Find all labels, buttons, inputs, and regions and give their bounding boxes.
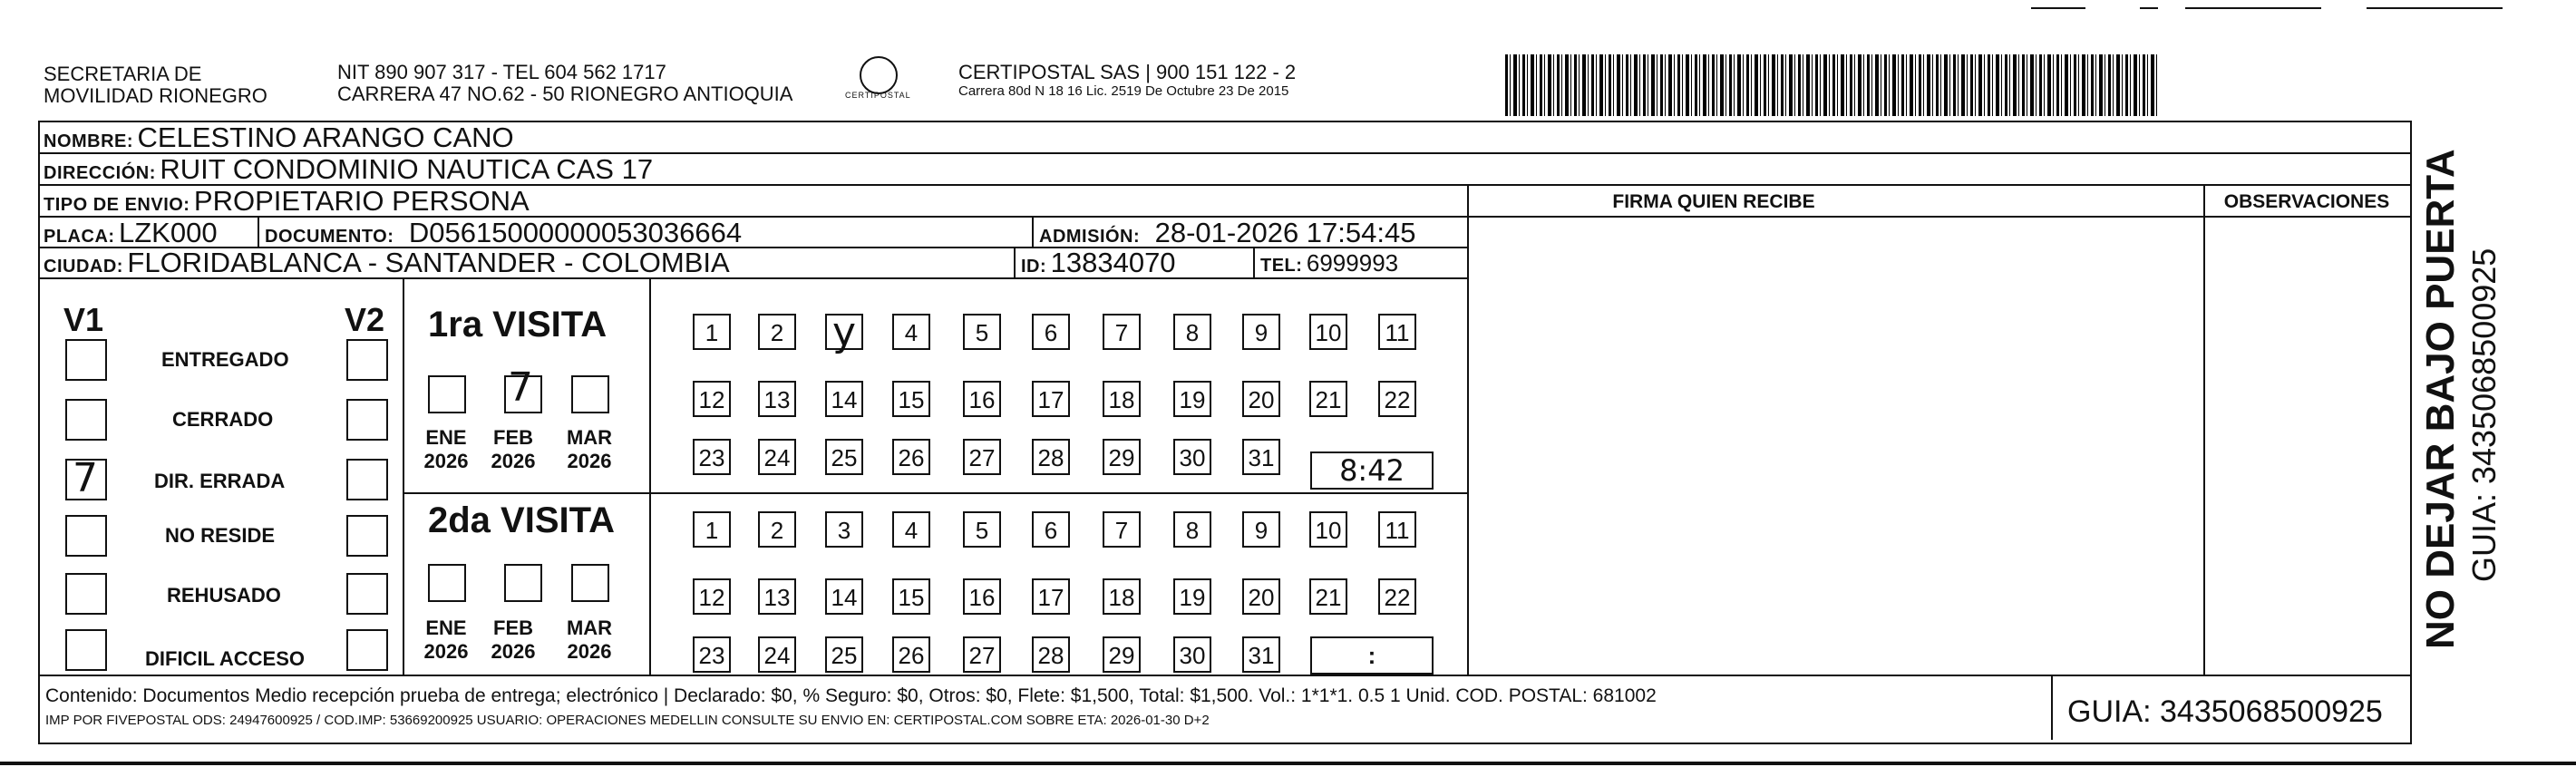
v2-checkbox-dir-errada[interactable] [346, 459, 388, 500]
v2-checkbox-rehusado[interactable] [346, 573, 388, 615]
second-visit-day-13[interactable]: 13 [758, 578, 796, 615]
status-dir-errada: DIR. ERRADA [154, 470, 286, 492]
year: 2026 [567, 640, 612, 663]
address-line: CARRERA 47 NO.62 - 50 RIONEGRO ANTIOQUIA [337, 83, 793, 105]
first-visit-day-16[interactable]: 16 [963, 381, 1001, 417]
nit-line: NIT 890 907 317 - TEL 604 562 1717 [337, 61, 666, 83]
first-visit-day-5[interactable]: 5 [963, 314, 1001, 350]
first-visit-label-ene [419, 426, 473, 473]
status-divider [403, 277, 404, 675]
first-visit-day-25[interactable]: 25 [825, 439, 863, 475]
org-contact [337, 62, 792, 105]
top-rule [2367, 7, 2503, 9]
second-visit-day-16[interactable]: 16 [963, 578, 1001, 615]
org-name [44, 63, 267, 107]
month-ene: ENE [425, 617, 467, 639]
first-visit-title: 1ra VISITA [428, 305, 608, 345]
v1-checkbox-entregado[interactable] [65, 339, 107, 381]
first-visit-day-14[interactable]: 14 [825, 381, 863, 417]
admision-label: ADMISIÓN: [1039, 227, 1141, 247]
second-visit-day-23[interactable]: 23 [693, 636, 731, 673]
second-visit-day-3[interactable]: 3 [825, 511, 863, 548]
month-ene: ENE [425, 426, 467, 449]
second-visit-day-22[interactable]: 22 [1378, 578, 1416, 615]
first-visit-day-3[interactable] [825, 309, 863, 355]
first-visit-day-1[interactable]: 1 [693, 314, 731, 350]
documento-label: DOCUMENTO: [265, 227, 394, 247]
month-mar: MAR [566, 617, 613, 639]
v1-checkbox-cerrado[interactable] [65, 399, 107, 441]
top-rule [2140, 7, 2158, 9]
first-visit-day-20[interactable]: 20 [1242, 381, 1280, 417]
second-visit-month-mar[interactable] [571, 564, 609, 602]
footer-divider [38, 675, 2412, 676]
tel-value: 6999993 [1306, 249, 1399, 277]
cell-divider [258, 218, 259, 247]
first-visit-day-30[interactable]: 30 [1173, 439, 1211, 475]
tipo-row [44, 185, 530, 215]
footer-line2: IMP POR FIVEPOSTAL ODS: 24947600925 / COD.IMP: 53669200925 USUARIO: OPERACIONES MEDELLIN CONSULTE SU ENVIO EN: CERTIPOSTAL.COM SOBRE ETA: 2026-01-30 D+2 [45, 713, 1210, 728]
second-visit-day-27[interactable]: 27 [963, 636, 1001, 673]
second-visit-day-7[interactable]: 7 [1103, 511, 1141, 548]
first-visit-day-11[interactable]: 11 [1378, 314, 1416, 350]
second-visit-label-feb [486, 617, 540, 664]
first-visit-day-21[interactable]: 21 [1309, 381, 1347, 417]
month-feb: FEB [493, 617, 533, 639]
footer-guia: GUIA: 3435068500925 [2067, 694, 2383, 729]
first-visit-day-27[interactable]: 27 [963, 439, 1001, 475]
placa-label: PLACA: [44, 227, 115, 247]
documento-value: D05615000000053036664 [408, 217, 743, 248]
cell-divider [1253, 248, 1255, 277]
v1-checkbox-no-reside[interactable] [65, 515, 107, 557]
second-visit-month-feb[interactable] [504, 564, 542, 602]
v2-checkbox-cerrado[interactable] [346, 399, 388, 441]
id-value: 13834070 [1050, 247, 1176, 278]
first-visit-day-23[interactable]: 23 [693, 439, 731, 475]
v1-checkbox-rehusado[interactable] [65, 573, 107, 615]
license-line: Carrera 80d N 18 16 Lic. 2519 De Octubre 23 De 2015 [958, 83, 1289, 99]
first-visit-day-9[interactable]: 9 [1242, 314, 1280, 350]
second-visit-day-1[interactable]: 1 [693, 511, 731, 548]
second-visit-day-31[interactable]: 31 [1242, 636, 1280, 673]
first-visit-day-mark: y [831, 309, 857, 355]
status-entregado: ENTREGADO [161, 348, 289, 371]
tel-label: TEL: [1260, 256, 1303, 276]
status-no-reside: NO RESIDE [165, 524, 276, 547]
second-visit-day-21[interactable]: 21 [1309, 578, 1347, 615]
v2-checkbox-entregado[interactable] [346, 339, 388, 381]
ciudad-label: CIUDAD: [44, 257, 123, 277]
first-visit-day-13[interactable]: 13 [758, 381, 796, 417]
second-visit-day-4[interactable]: 4 [892, 511, 930, 548]
year: 2026 [423, 450, 469, 472]
status-cerrado: CERRADO [172, 408, 274, 431]
first-visit-day-28[interactable]: 28 [1032, 439, 1070, 475]
first-visit-day-2[interactable]: 2 [758, 314, 796, 350]
first-visit-label-feb [486, 426, 540, 473]
first-visit-day-22[interactable]: 22 [1378, 381, 1416, 417]
second-visit-day-9[interactable]: 9 [1242, 511, 1280, 548]
observaciones-column-line [2203, 185, 2205, 675]
second-visit-day-14[interactable]: 14 [825, 578, 863, 615]
v1-label: V1 [63, 301, 104, 338]
direccion-value: RUIT CONDOMINIO NAUTICA CAS 17 [160, 153, 654, 185]
company-info [958, 62, 1296, 100]
first-visit-day-18[interactable]: 18 [1103, 381, 1141, 417]
nombre-label: NOMBRE: [44, 131, 134, 151]
first-visit-day-24[interactable]: 24 [758, 439, 796, 475]
second-visit-day-10[interactable]: 10 [1309, 511, 1347, 548]
second-visit-day-6[interactable]: 6 [1032, 511, 1070, 548]
direccion-label: DIRECCIÓN: [44, 163, 156, 183]
second-visit-day-17[interactable]: 17 [1032, 578, 1070, 615]
first-visit-feb-mark: 7 [508, 364, 533, 411]
month-feb: FEB [493, 426, 533, 449]
admision-value: 28-01-2026 17:54:45 [1154, 217, 1416, 248]
months-divider [649, 277, 651, 675]
status-rehusado: REHUSADO [167, 584, 281, 607]
second-visit-day-2[interactable]: 2 [758, 511, 796, 548]
cell-divider [1014, 248, 1016, 277]
top-rule [2031, 7, 2085, 9]
v1-dir-errada-mark: 7 [73, 455, 98, 501]
status-dificil-acceso: DIFICIL ACCESO [145, 647, 306, 670]
first-visit-day-17[interactable]: 17 [1032, 381, 1070, 417]
first-visit-day-31[interactable]: 31 [1242, 439, 1280, 475]
ciudad-value: FLORIDABLANCA - SANTANDER - COLOMBIA [127, 247, 730, 278]
second-visit-label-mar [562, 617, 617, 664]
side-warning: NO DEJAR BAJO PUERTA [2418, 149, 2463, 649]
firma-column-line [1467, 185, 1469, 675]
year: 2026 [491, 640, 536, 663]
nombre-value: CELESTINO ARANGO CANO [137, 121, 514, 153]
org-line2: MOVILIDAD RIONEGRO [44, 84, 267, 107]
month-mar: MAR [566, 426, 613, 449]
row-divider [38, 277, 1467, 279]
tipo-label: TIPO DE ENVIO: [44, 195, 190, 215]
visit-divider [403, 492, 1467, 494]
second-visit-day-26[interactable]: 26 [892, 636, 930, 673]
org-line1: SECRETARIA DE [44, 63, 202, 85]
first-visit-day-19[interactable]: 19 [1173, 381, 1211, 417]
second-visit-day-18[interactable]: 18 [1103, 578, 1141, 615]
second-visit-day-29[interactable]: 29 [1103, 636, 1141, 673]
v2-label: V2 [345, 301, 385, 338]
placa-value: LZK000 [119, 217, 218, 248]
company-line: CERTIPOSTAL SAS | 900 151 122 - 2 [958, 61, 1297, 83]
observaciones-label: OBSERVACIONES [2223, 191, 2390, 212]
tipo-value: PROPIETARIO PERSONA [193, 185, 530, 217]
cell-divider [1032, 218, 1034, 247]
year: 2026 [491, 450, 536, 472]
nombre-row [44, 121, 514, 151]
second-visit-day-19[interactable]: 19 [1173, 578, 1211, 615]
firma-label: FIRMA QUIEN RECIBE [1612, 191, 1815, 212]
first-visit-day-7[interactable]: 7 [1103, 314, 1141, 350]
first-visit-day-6[interactable]: 6 [1032, 314, 1070, 350]
direccion-row [44, 153, 653, 183]
second-visit-day-28[interactable]: 28 [1032, 636, 1070, 673]
first-visit-label-mar [562, 426, 617, 473]
footer-line1: Contenido: Documentos Medio recepción prueba de entrega; electrónico | Declarado: $0, % Seguro: $0, Otros: $0, Flete: $1,500, Total: $1,500. Vol.: 1*1*1. 0.5 1 Unid. COD. POSTAL: 681002 [45, 685, 1657, 706]
first-visit-time[interactable]: 8:42 [1310, 451, 1434, 490]
second-visit-month-ene[interactable] [428, 564, 466, 602]
second-visit-day-5[interactable]: 5 [963, 511, 1001, 548]
footer-guia-divider [2051, 675, 2053, 740]
id-label: ID: [1021, 257, 1047, 277]
second-visit-day-24[interactable]: 24 [758, 636, 796, 673]
first-visit-day-12[interactable]: 12 [693, 381, 731, 417]
second-visit-day-12[interactable]: 12 [693, 578, 731, 615]
second-visit-day-11[interactable]: 11 [1378, 511, 1416, 548]
first-visit-day-4[interactable]: 4 [892, 314, 930, 350]
second-visit-title: 2da VISITA [428, 500, 615, 540]
first-visit-day-26[interactable]: 26 [892, 439, 930, 475]
first-visit-day-29[interactable]: 29 [1103, 439, 1141, 475]
second-visit-time[interactable]: : [1310, 636, 1434, 675]
bottom-rule [0, 762, 2576, 765]
year: 2026 [567, 450, 612, 472]
logo-text: CERTIPOSTAL [845, 91, 911, 100]
second-visit-day-8[interactable]: 8 [1173, 511, 1211, 548]
second-visit-label-ene [419, 617, 473, 664]
second-visit-day-15[interactable]: 15 [892, 578, 930, 615]
side-guia: GUIA: 3435068500925 [2465, 248, 2503, 582]
first-visit-day-15[interactable]: 15 [892, 381, 930, 417]
v2-checkbox-dificil-acceso[interactable] [346, 629, 388, 671]
top-rule [2185, 7, 2321, 9]
second-visit-day-25[interactable]: 25 [825, 636, 863, 673]
v1-checkbox-dificil-acceso[interactable] [65, 629, 107, 671]
certipostal-logo-icon [860, 56, 898, 94]
first-visit-month-mar[interactable] [571, 375, 609, 413]
second-visit-day-20[interactable]: 20 [1242, 578, 1280, 615]
first-visit-day-10[interactable]: 10 [1309, 314, 1347, 350]
v2-checkbox-no-reside[interactable] [346, 515, 388, 557]
second-visit-day-30[interactable]: 30 [1173, 636, 1211, 673]
year: 2026 [423, 640, 469, 663]
first-visit-day-8[interactable]: 8 [1173, 314, 1211, 350]
first-visit-month-ene[interactable] [428, 375, 466, 413]
barcode [1505, 54, 2158, 116]
